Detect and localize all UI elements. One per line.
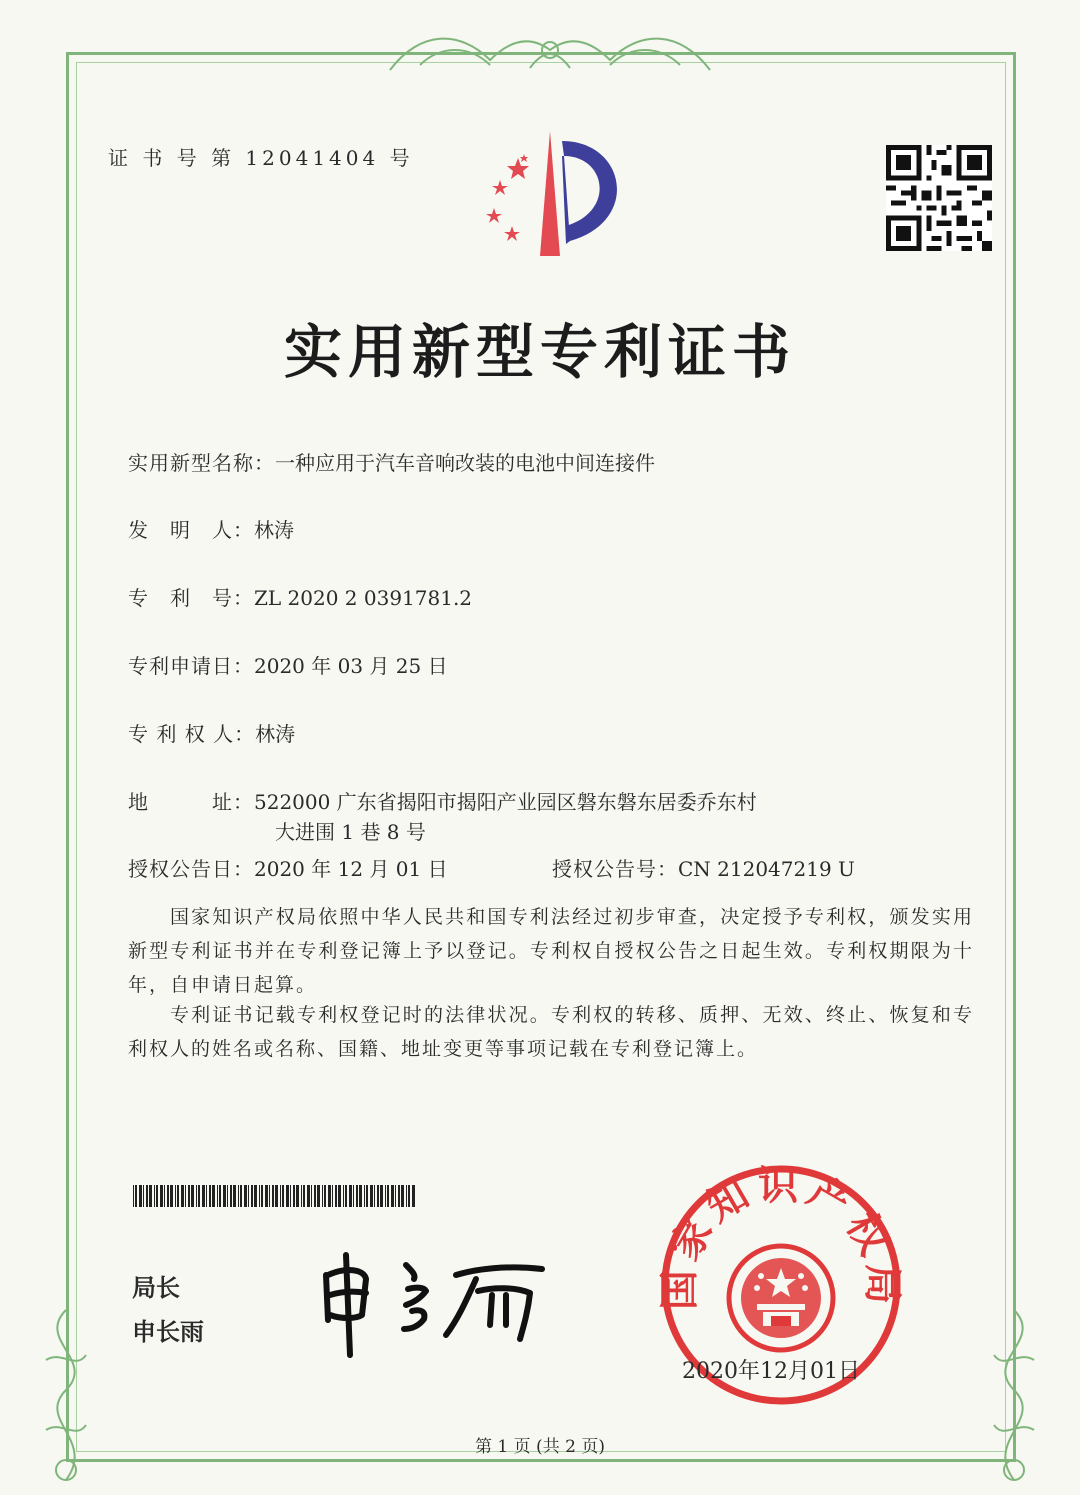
patentee-field bbox=[128, 718, 295, 747]
certificate-title: 实用新型专利证书 bbox=[283, 318, 796, 386]
address-line2: 大进围 1 巷 8 号 bbox=[275, 820, 426, 844]
director-signature-icon bbox=[316, 1245, 556, 1365]
grant-number-value: CN 212047219 U bbox=[678, 857, 855, 881]
patentee-label: 专 利 权 人： bbox=[128, 722, 256, 746]
filing-date-field bbox=[128, 650, 448, 679]
address-label: 地 址： bbox=[128, 790, 254, 814]
bottom-left-ornament-icon bbox=[26, 1300, 106, 1490]
utility-model-name-value: 一种应用于汽车音响改装的电池中间连接件 bbox=[275, 451, 655, 475]
filing-date-label: 专利申请日： bbox=[128, 654, 254, 678]
utility-model-name-label: 实用新型名称： bbox=[128, 451, 275, 475]
qr-code-icon bbox=[886, 145, 992, 251]
director-title: 局长 bbox=[132, 1274, 180, 1302]
grant-date-label: 授权公告日： bbox=[128, 857, 254, 881]
seal-text: 国家知识产权局 bbox=[656, 1163, 906, 1311]
inventor-label: 发 明 人： bbox=[128, 518, 254, 542]
address-line1: 522000 广东省揭阳市揭阳产业园区磐东磐东居委乔东村 bbox=[254, 790, 757, 814]
utility-model-name-field bbox=[128, 447, 655, 476]
director-name: 申长雨 bbox=[132, 1318, 204, 1346]
bottom-right-ornament-icon bbox=[974, 1300, 1054, 1490]
seal-date: 2020年12月01日 bbox=[682, 1359, 860, 1384]
inventor-value: 林涛 bbox=[254, 518, 294, 542]
inventor-field bbox=[128, 514, 294, 543]
grant-date-value: 2020 年 12 月 01 日 bbox=[254, 857, 448, 881]
grant-number-field bbox=[552, 853, 855, 882]
filing-date-value: 2020 年 03 月 25 日 bbox=[254, 654, 448, 678]
patent-number-value: ZL 2020 2 0391781.2 bbox=[254, 586, 473, 610]
barcode-icon bbox=[133, 1185, 415, 1207]
patentee-value: 林涛 bbox=[255, 722, 296, 746]
patent-number-label: 专 利 号： bbox=[128, 586, 254, 610]
grant-number-label: 授权公告号： bbox=[552, 857, 678, 881]
page-number-footer: 第 1 页 (共 2 页) bbox=[475, 1437, 605, 1457]
top-ornament-icon bbox=[380, 20, 720, 80]
grant-date-field bbox=[128, 853, 448, 882]
grant-statement-paragraph: 国家知识产权局依照中华人民共和国专利法经过初步审查，决定授予专利权，颁发实用新型专利证书并在专利登记簿上予以登记。专利权自授权公告之日起生效。专利权期限为十年，自申请日起算。 bbox=[128, 906, 974, 996]
certificate-number: 证 书 号 第 12041404 号 bbox=[108, 146, 414, 170]
patent-office-emblem-icon bbox=[466, 126, 636, 261]
address-field bbox=[128, 786, 757, 815]
patent-number-field bbox=[128, 582, 472, 611]
legal-status-paragraph: 专利证书记载专利权登记时的法律状况。专利权的转移、质押、无效、终止、恢复和专利权人的姓名或名称、国籍、地址变更等事项记载在专利登记簿上。 bbox=[128, 1004, 974, 1060]
